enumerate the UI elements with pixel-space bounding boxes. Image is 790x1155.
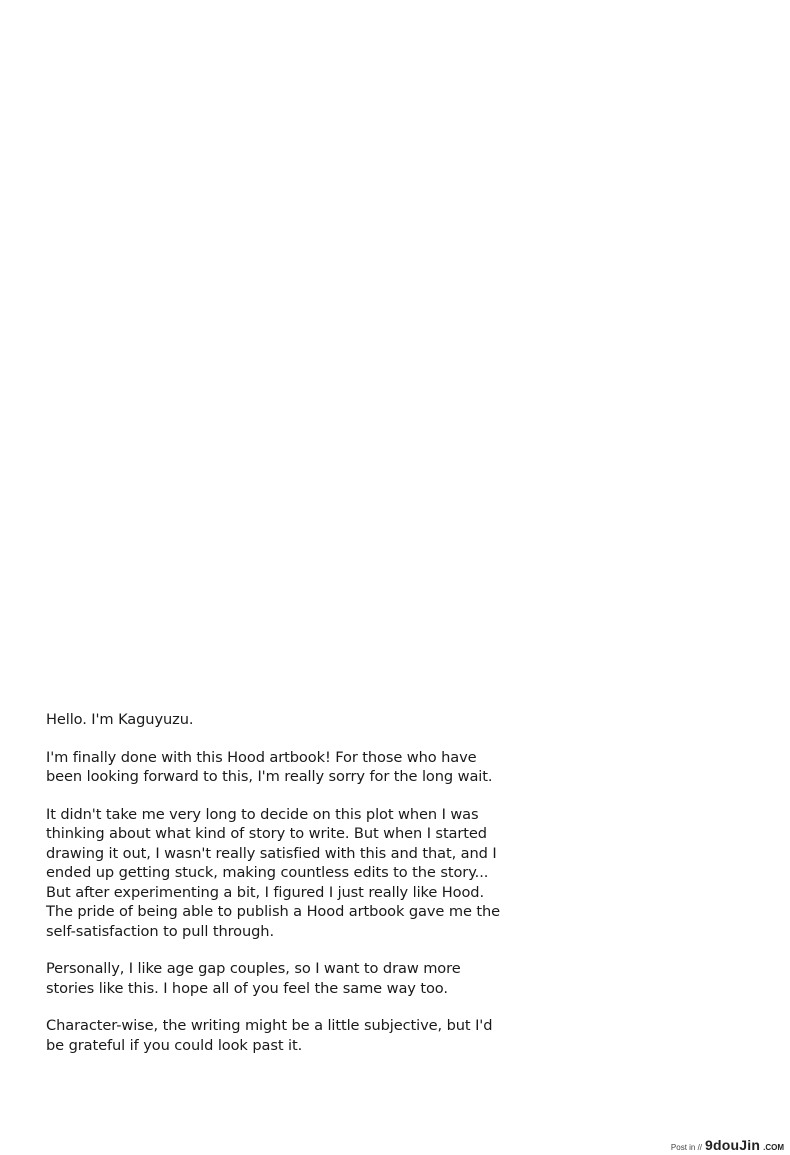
- text-line: drawing it out, I wasn't really satisfied with this and that, and I: [46, 844, 497, 862]
- watermark-prefix: Post in //: [670, 1143, 703, 1152]
- paragraph-personal: [46, 959, 526, 998]
- text-line: be grateful if you could look past it.: [46, 1036, 303, 1054]
- text-line: thinking about what kind of story to write. But when I started: [46, 825, 487, 842]
- paragraph-finished: [46, 748, 526, 787]
- text-line: ended up getting stuck, making countless edits to the story...: [46, 864, 489, 881]
- paragraph-process: [46, 805, 526, 942]
- watermark-site: 9douJin: [705, 1137, 761, 1153]
- paragraph-character: [46, 1016, 526, 1055]
- text-line: stories like this. I hope all of you feel the same way too.: [46, 979, 448, 997]
- text-line: self-satisfaction to pull through.: [46, 922, 274, 940]
- text-line: Personally, I like age gap couples, so I want to draw more: [46, 960, 461, 977]
- text-line: But after experimenting a bit, I figured I just really like Hood.: [46, 883, 485, 901]
- text-line: It didn't take me very long to decide on this plot when I was: [46, 805, 479, 823]
- text-line: The pride of being able to publish a Hood artbook gave me the: [46, 903, 501, 920]
- watermark-tld: .COM: [763, 1143, 784, 1152]
- site-watermark: [671, 1137, 784, 1153]
- text-line: I'm finally done with this Hood artbook! For those who have: [46, 748, 477, 766]
- text-line: Hello. I'm Kaguyuzu.: [46, 711, 194, 728]
- text-line: been looking forward to this, I'm really sorry for the long wait.: [46, 768, 493, 785]
- paragraph-greeting: [46, 710, 526, 730]
- afterword-text: [46, 710, 526, 1073]
- text-line: Character-wise, the writing might be a little subjective, but I'd: [46, 1017, 493, 1034]
